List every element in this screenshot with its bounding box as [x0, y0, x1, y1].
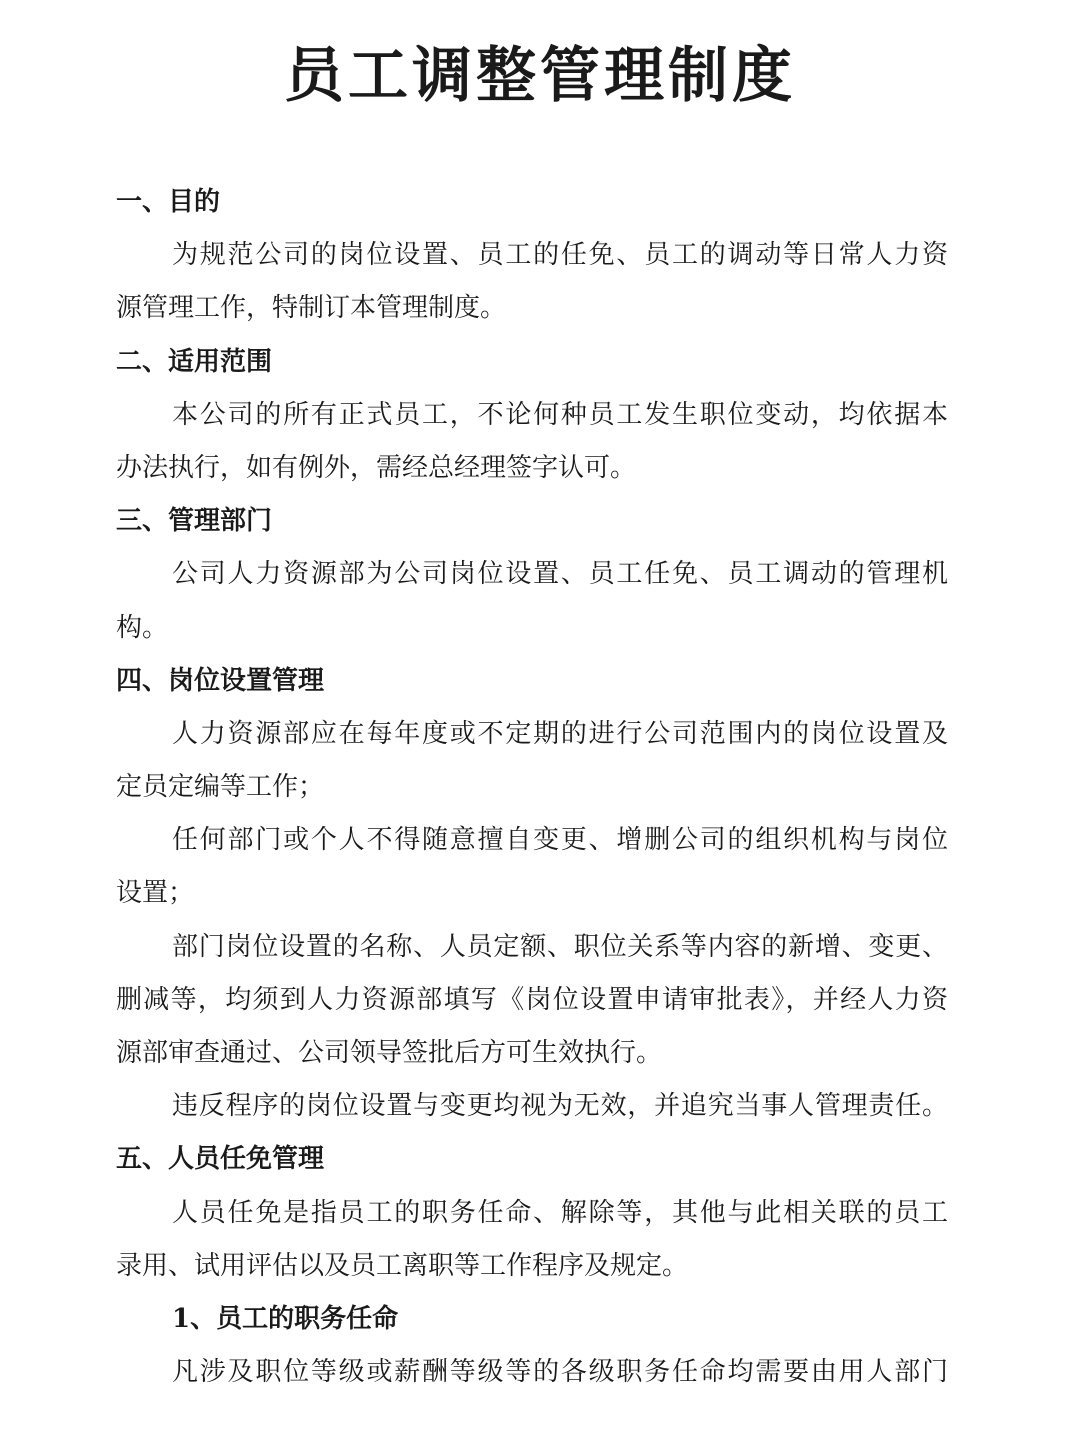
- paragraph-line: 录用、试用评估以及员工离职等工作程序及规定。: [116, 1250, 689, 1281]
- paragraph-line: 人力资源部应在每年度或不定期的进行公司范围内的岗位设置及: [172, 718, 948, 749]
- paragraph-line: 设置；: [116, 878, 195, 909]
- document-body: [116, 176, 948, 1399]
- paragraph-line: 部门岗位设置的名称、人员定额、职位关系等内容的新增、变更、: [172, 931, 948, 962]
- paragraph-line: 本公司的所有正式员工，不论何种员工发生职位变动，均依据本: [172, 399, 948, 430]
- paragraph-line: 为规范公司的岗位设置、员工的任免、员工的调动等日常人力资: [172, 240, 948, 271]
- paragraph-line: 公司人力资源部为公司岗位设置、员工任免、员工调动的管理机: [172, 559, 948, 590]
- section-heading-appointment: 五、人员任免管理: [116, 1144, 325, 1175]
- paragraph-line: 办法执行，如有例外，需经总经理签字认可。: [116, 452, 637, 483]
- paragraph-line: 源管理工作，特制订本管理制度。: [116, 293, 507, 324]
- subsection-heading-job-appointment: 1、员工的职务任命: [172, 1303, 399, 1334]
- paragraph-line: 构。: [116, 612, 169, 643]
- paragraph-line: 违反程序的岗位设置与变更均视为无效，并追究当事人管理责任。: [172, 1091, 948, 1122]
- section-heading-department: 三、管理部门: [116, 506, 273, 537]
- paragraph-line: 人员任免是指员工的职务任命、解除等，其他与此相关联的员工: [172, 1197, 948, 1228]
- paragraph-line: 任何部门或个人不得随意擅自变更、增删公司的组织机构与岗位: [172, 825, 948, 856]
- paragraph-line: 定员定编等工作；: [116, 772, 325, 803]
- section-heading-purpose: 一、目的: [116, 187, 221, 217]
- paragraph-line: 删减等，均须到人力资源部填写《岗位设置申请审批表》，并经人力资: [116, 984, 948, 1015]
- paragraph-line: 源部审查通过、公司领导签批后方可生效执行。: [116, 1038, 663, 1068]
- document-title: 员工调整管理制度: [284, 41, 796, 111]
- section-heading-scope: 二、适用范围: [116, 346, 273, 377]
- section-heading-position-setup: 四、岗位设置管理: [116, 665, 325, 696]
- paragraph-line: 凡涉及职位等级或薪酬等级等的各级职务任命均需要由用人部门: [172, 1357, 948, 1388]
